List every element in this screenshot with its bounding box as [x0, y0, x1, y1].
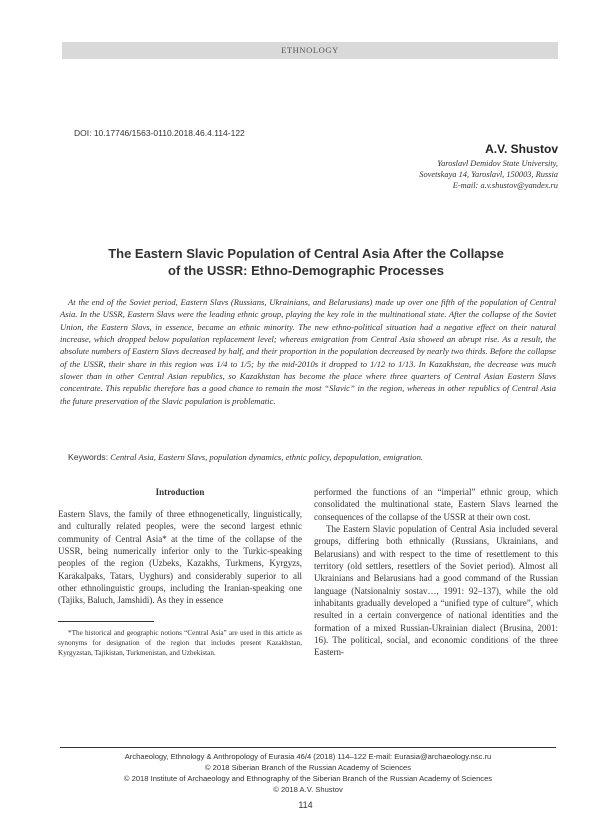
keywords-values: Central Asia, Eastern Slavs, population dynamics, ethnic policy, depopulation, emigration. — [110, 452, 424, 462]
footer — [60, 751, 556, 795]
column-left — [58, 486, 302, 658]
title-line-2: of the USSR: Ethno-Demographic Processes — [168, 263, 444, 278]
doi-line: DOI: 10.17746/1563-0110.2018.46.4.114-122 — [74, 128, 245, 138]
abstract-text: At the end of the Soviet period, Eastern Slavs (Russians, Ukrainians, and Belarusians) made up over one fifth of the population of Central Asia. In the USSR, Eastern Slavs were the leading ethnic group, playing the key role in the multinational state. After the collapse of the Soviet Union, the Eastern Slavs, in essence, became an ethnic minority. The new ethno-political situation had a negative effect on their natural increase, which dropped below population replacement level; whereas emigration from Central Asia showed an abrupt rise. As a result, the absolute numbers of Eastern Slavs decreased by half, and their proportion in the population decreased by nearly two thirds. Before the collapse of the USSR, their share in this region was 1/4 to 1/5; by the mid-2010s it dropped to 1/12 to 1/13. In Kazakhstan, the decrease was much slower than in other Central Asian republics, so Kazakhstan has become the place where three quarters of Central Asian Eastern Slavs concentrate. This republic therefore has a good chance to remain the most “Slavic” in the region, whereas in other republics of Central Asia the future preservation of the Slavic population is problematic. — [60, 297, 556, 406]
author-affiliation: Yaroslavl Demidov State University, — [437, 159, 558, 168]
keywords — [68, 452, 556, 462]
section-label: ETHNOLOGY — [281, 45, 339, 55]
keywords-label: Keywords: — [68, 452, 109, 462]
author-block — [419, 142, 558, 191]
footer-copyright-sb-ras: © 2018 Siberian Branch of the Russian Academy of Sciences — [204, 763, 412, 772]
intro-paragraph-1: Eastern Slavs, the family of three ethnogenetically, linguistically, and culturally related peoples, were the second largest ethnic community of Central Asia* at the time of the collapse of the USSR, being numerically inferior only to the Turkic-speaking peoples of the region (Uzbeks, Kazakhs, Turkmens, Kyrgyzs, Karakalpaks, Tatars, Uyghurs) and considerably superior to all other ethnolinguistic groups, including the Iranian-speaking one (Tajiks, Baluch, Jamshidi). As they in essence — [58, 509, 302, 606]
footnote-rule — [58, 621, 154, 622]
footnote: *The historical and geographic notions “Central Asia” are used in this article as synonyms for designation of the region that includes present Kazakhstan, Kyrgyzstan, Tajikistan, Turkmenistan, and Uzbekistan. — [58, 628, 302, 657]
footer-copyright-author: © 2018 A.V. Shustov — [273, 785, 343, 794]
abstract — [60, 296, 556, 407]
section-header-band — [62, 42, 558, 59]
page-number: 114 — [298, 800, 313, 810]
footer-copyright-institute: © 2018 Institute of Archaeology and Ethnography of the Siberian Branch of the Russian Academy of Sciences — [123, 774, 493, 783]
author-name: A.V. Shustov — [485, 142, 558, 156]
title-line-1: The Eastern Slavic Population of Central Asia After the Collapse — [108, 246, 504, 261]
column-right — [314, 486, 558, 659]
article-title — [80, 245, 532, 279]
author-address: Sovetskaya 14, Yaroslavl, 150003, Russia — [419, 170, 558, 179]
author-email: E-mail: a.v.shustov@yandex.ru — [452, 181, 558, 190]
intro-paragraph-3: The Eastern Slavic population of Central Asia included several groups, differing both ethnically (Russians, Ukrainians, and Belarusians) and with respect to the time of resettlement to this territory (old settlers, resettlers of the Soviet period). Almost all Ukrainians and Belarusians had a good command of the Russian language (Natsionalniy sostav…, 1991: 92–137), while the old inhabitants gradually developed a “unified type of culture”, which resulted in a certain convergence of national identities and the formation of a mixed Russian-Ukrainian dialect (Brusina, 2001: 16). The political, social, and economic conditions of the three Eastern- — [314, 524, 558, 658]
section-heading-introduction: Introduction — [155, 487, 205, 497]
intro-paragraph-2: performed the functions of an “imperial” ethnic group, which consolidated the multinational state, Eastern Slavs learned the consequences of the collapse of the USSR at their own cost. — [314, 487, 558, 522]
footer-rule — [60, 747, 556, 748]
footer-journal-line: Archaeology, Ethnology & Anthropology of Eurasia 46/4 (2018) 114–122 E-mail: Eurasia@archaeology.nsc.ru — [124, 752, 492, 761]
